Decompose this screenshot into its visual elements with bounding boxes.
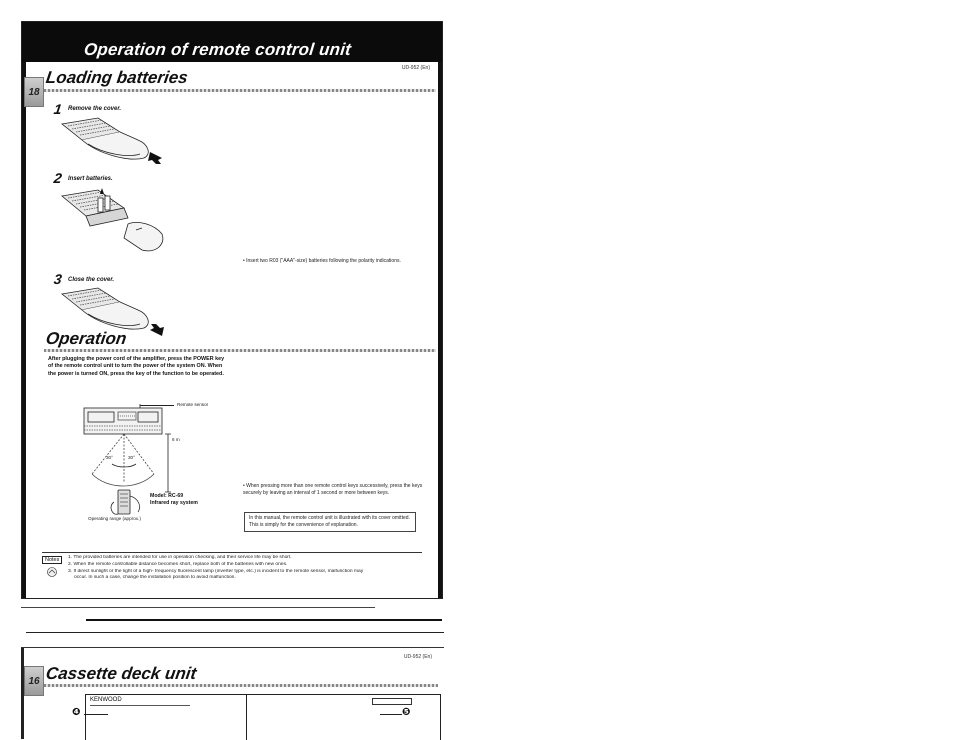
manual-page-16 bbox=[21, 647, 444, 739]
infrared-system-label: Infrared ray system bbox=[150, 500, 198, 506]
notes-label: Notes bbox=[42, 556, 62, 564]
battery-polarity-note: • Insert two R03 ("AAA"-size) batteries following the polarity indications. bbox=[243, 258, 401, 264]
operating-range-label: Operating range (approx.) bbox=[88, 516, 141, 521]
right-edge-strip bbox=[438, 62, 442, 598]
section-title-loading: Loading batteries bbox=[44, 68, 190, 87]
manual-page-18 bbox=[21, 21, 443, 599]
distance-label: 6 m bbox=[172, 437, 180, 442]
note-item: 1. The provided batteries are intended for use in operation checking, and their service life may be short. bbox=[68, 555, 292, 560]
angle-right-label: 30° bbox=[128, 455, 135, 460]
angle-left-label: 30° bbox=[106, 455, 113, 460]
caution-hand-icon bbox=[46, 567, 58, 577]
arrow-down-icon bbox=[100, 188, 104, 194]
illustration-boxed-note: In this manual, the remote control unit is illustrated with its cover omitted. This is simply for the convenience of explanation. bbox=[244, 512, 416, 532]
model-label: Model: RC-69 bbox=[150, 493, 184, 499]
page-number-tab: 18 bbox=[24, 77, 44, 107]
step-text-1: Remove the cover. bbox=[68, 106, 122, 112]
deck-panel-left bbox=[86, 695, 247, 740]
scan-line-artifact bbox=[26, 632, 444, 633]
note-item: 2. When the remote controllable distance becomes short, replace both of the batteries with new ones. bbox=[68, 561, 288, 567]
callout-5-leader bbox=[380, 714, 402, 715]
distance-marker bbox=[165, 434, 171, 492]
header-bar bbox=[22, 22, 442, 62]
notes-list bbox=[68, 555, 424, 582]
callout-4: ❹ bbox=[72, 707, 81, 718]
deck-display-window bbox=[372, 698, 412, 705]
page-header-title: Operation of remote control unit bbox=[83, 40, 353, 59]
section-rule-cassette bbox=[44, 684, 438, 687]
remote-sensor-leader bbox=[140, 405, 174, 406]
deck-panel-fine-print bbox=[90, 705, 190, 706]
scan-line-artifact bbox=[21, 607, 375, 608]
notes-rule bbox=[42, 552, 422, 553]
section-rule-operation bbox=[44, 349, 436, 352]
step-number-2: 2 bbox=[52, 170, 63, 186]
operation-intro: After plugging the power cord of the amplifier, press the POWER key of the remote control unit to turn the power of the system ON. When the power is turned ON, press the key of the function to be operated. bbox=[48, 356, 225, 377]
arrow-left-icon bbox=[150, 324, 164, 336]
note-item: occur. In such a case, change the installation position to avoid malfunction. bbox=[74, 575, 236, 581]
remote-sensor-label: Remote sensor bbox=[177, 402, 209, 407]
step-number-1: 1 bbox=[52, 101, 63, 117]
step-number-3: 3 bbox=[52, 271, 63, 287]
step-text-2: Insert batteries. bbox=[68, 176, 113, 182]
section-title-operation: Operation bbox=[44, 329, 128, 348]
model-code: UD-952 (En) bbox=[403, 654, 432, 660]
left-edge-strip bbox=[22, 62, 26, 598]
callout-4-leader bbox=[84, 714, 108, 715]
note-item: 3. If direct sunlight or the light of a high- frequency fluorescent lamp (inverter type, etc.) is incident to the remote sensor, malfunction may bbox=[68, 568, 364, 574]
scan-line-artifact bbox=[86, 619, 442, 621]
section-title-cassette: Cassette deck unit bbox=[44, 664, 198, 683]
key-interval-note: • When pressing more than one remote control keys successively, press the keys securely by leaving an interval of 1 second or more between keys. bbox=[243, 483, 423, 496]
cassette-deck-panel bbox=[85, 694, 441, 740]
section-rule-loading bbox=[44, 89, 436, 92]
model-code: UD-952 (En) bbox=[401, 65, 430, 71]
step-text-3: Close the cover. bbox=[68, 277, 115, 283]
callout-5: ❺ bbox=[402, 707, 411, 718]
page-number-tab: 16 bbox=[24, 666, 44, 696]
brand-logo-text: KENWOOD bbox=[90, 697, 122, 703]
insert-batteries-illustration bbox=[58, 184, 168, 260]
arrow-right-icon bbox=[148, 152, 162, 164]
remove-cover-illustration bbox=[58, 114, 168, 166]
